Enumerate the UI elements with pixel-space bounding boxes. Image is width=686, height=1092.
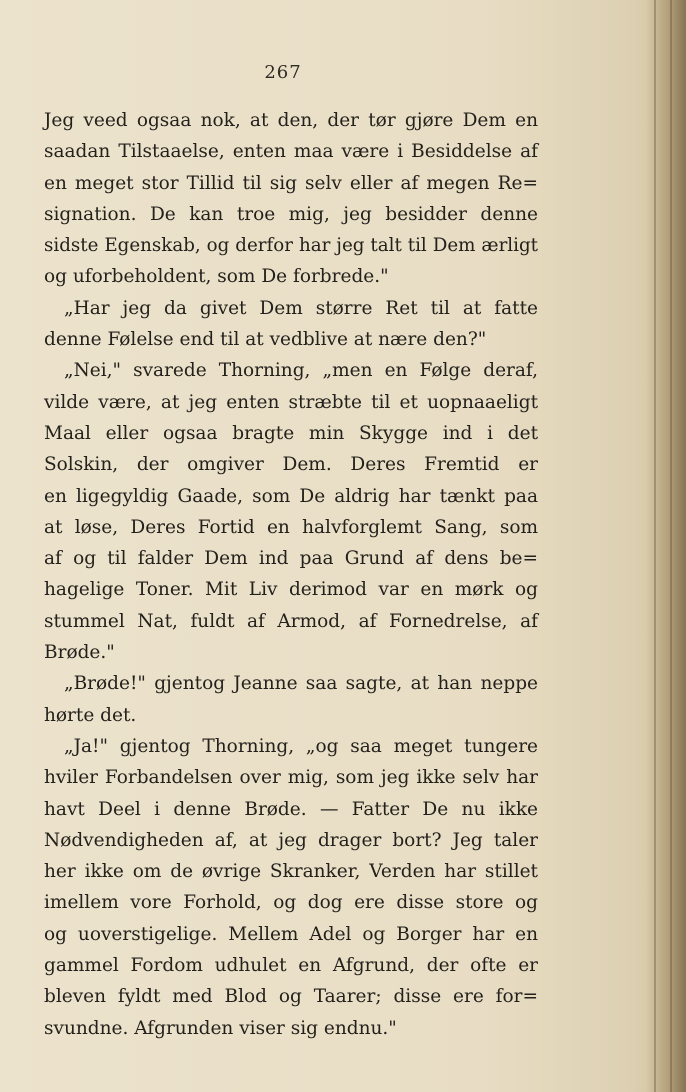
spine-edge-line xyxy=(654,0,656,1092)
body-text xyxy=(44,105,538,1044)
text-line: „Ja!" gjentog Thorning, „og saa meget tungere xyxy=(64,735,538,757)
text-line: og uforbeholdent, som De forbrede." xyxy=(44,266,389,288)
text-line: saadan Tilstaaelse, enten maa være i Besiddelse af xyxy=(44,141,538,163)
text-line: hørte det. xyxy=(44,704,137,726)
spine-edge-line xyxy=(670,0,672,1092)
text-line: og uoverstigelige. Mellem Adel og Borger har en xyxy=(44,923,538,945)
text-line: sidste Egenskab, og derfor har jeg talt til Dem ærligt xyxy=(44,235,538,257)
text-line: Maal eller ogsaa bragte min Skygge ind i det xyxy=(44,422,538,444)
text-line: her ikke om de øvrige Skranker, Verden har stillet xyxy=(44,861,538,883)
text-line: en meget stor Tillid til sig selv eller af megen Re= xyxy=(44,172,538,194)
text-line: imellem vore Forhold, og dog ere disse store og xyxy=(44,892,538,914)
text-line: svundne. Afgrunden viser sig endnu." xyxy=(44,1017,397,1039)
text-line: havt Deel i denne Brøde. — Fatter De nu ikke xyxy=(44,798,538,820)
text-line: „Har jeg da givet Dem større Ret til at fatte xyxy=(64,297,538,319)
text-line: stummel Nat, fuldt af Armod, af Fornedrelse, af xyxy=(44,610,538,632)
text-line: af og til falder Dem ind paa Grund af dens be= xyxy=(44,548,538,570)
text-line: „Nei," svarede Thorning, „men en Følge deraf, xyxy=(64,360,538,382)
text-line: „Brøde!" gjentog Jeanne saa sagte, at han neppe xyxy=(64,673,538,695)
text-line: vilde være, at jeg enten stræbte til et uopnaaeligt xyxy=(44,391,538,413)
text-line: hviler Forbandelsen over mig, som jeg ikke selv har xyxy=(44,767,538,789)
text-line: Jeg veed ogsaa nok, at den, der tør gjøre Dem en xyxy=(44,110,538,131)
text-line: bleven fyldt med Blod og Taarer; disse ere for= xyxy=(44,986,538,1008)
text-line: at løse, Deres Fortid en halvforglemt Sang, som xyxy=(44,516,538,538)
page-spine-shadow xyxy=(646,0,686,1092)
text-line: Brøde." xyxy=(44,642,115,664)
text-line: signation. De kan troe mig, jeg besidder denne xyxy=(44,203,538,225)
text-line: en ligegyldig Gaade, som De aldrig har tænkt paa xyxy=(44,485,538,507)
text-line: denne Følelse end til at vedblive at nære den?" xyxy=(44,329,487,351)
text-line: hagelige Toner. Mit Liv derimod var en mørk og xyxy=(44,579,538,601)
page-number: 267 xyxy=(264,62,302,83)
text-line: Solskin, der omgiver Dem. Deres Fremtid er xyxy=(44,454,538,476)
text-line: gammel Fordom udhulet en Afgrund, der ofte er xyxy=(44,955,538,977)
text-line: Nødvendigheden af, at jeg drager bort? Jeg taler xyxy=(44,829,538,851)
